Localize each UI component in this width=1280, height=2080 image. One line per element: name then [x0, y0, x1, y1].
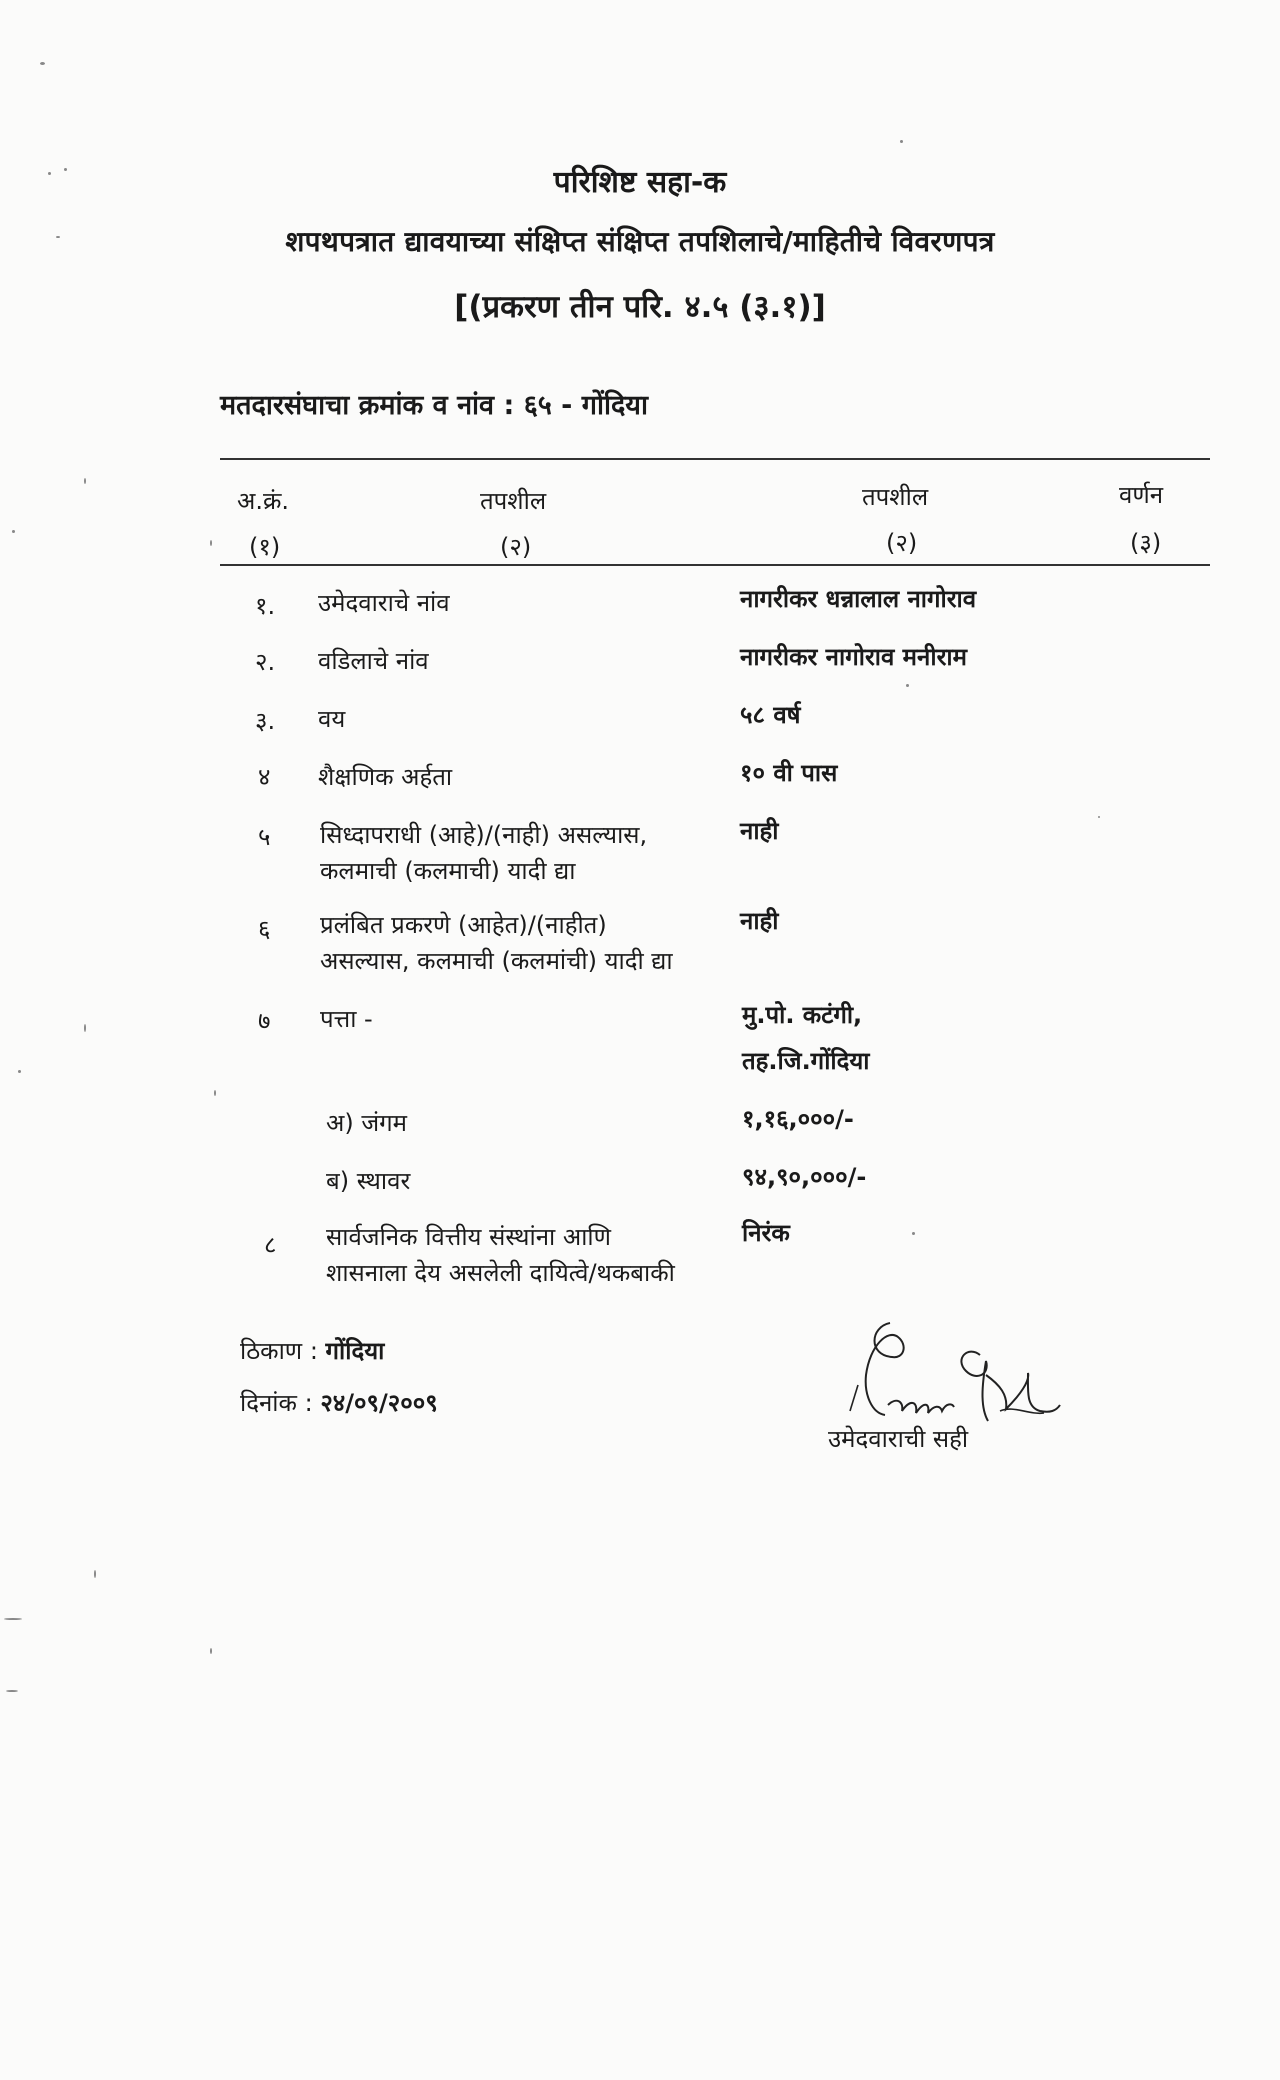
row-6-number: ६	[258, 915, 271, 943]
row-3-field: वय	[318, 705, 346, 733]
date-label: दिनांक	[240, 1389, 297, 1417]
signature-scribble	[830, 1315, 1070, 1435]
row-2-value: नागरीकर नागोराव मनीराम	[740, 643, 967, 671]
date-value: २४/०९/२००९	[320, 1389, 438, 1417]
table-top-rule	[220, 458, 1210, 460]
row-3-value: ५८ वर्ष	[740, 701, 801, 729]
row-8-number: ८	[264, 1231, 277, 1259]
place-line	[240, 1334, 384, 1367]
place-value: गोंदिया	[325, 1337, 385, 1365]
document-title: परिशिष्ट सहा-क	[553, 165, 727, 200]
column-header-description-num: (३)	[1130, 529, 1162, 557]
row-1-field: उमेदवाराचे नांव	[318, 589, 450, 617]
row-5-number: ५	[258, 823, 271, 851]
row-1-value: नागरीकर धन्नालाल नागोराव	[740, 585, 977, 613]
row-8-field-line-2: शासनाला देय असलेली दायित्वे/थकबाकी	[326, 1259, 675, 1287]
document-subtitle: शपथपत्रात द्यावयाच्या संक्षिप्त संक्षिप्त तपशिलाचे/माहितीचे विवरणपत्र	[285, 225, 995, 258]
row-7-value-line-2: तह.जि.गोंदिया	[742, 1047, 870, 1075]
column-header-detail-2-num: (२)	[886, 529, 918, 557]
row-2-number: २.	[255, 648, 276, 676]
column-header-description: वर्णन	[1119, 481, 1164, 509]
row-4-value: १० वी पास	[740, 759, 838, 787]
column-header-detail-2: तपशील	[862, 483, 929, 511]
column-header-serial: अ.क्रं.	[237, 487, 290, 515]
column-header-detail-num: (२)	[500, 533, 532, 561]
row-7b-field: ब) स्थावर	[326, 1167, 411, 1195]
constituency-label: मतदारसंघाचा क्रमांक व नांव	[220, 390, 495, 421]
row-7-number: ७	[258, 1007, 271, 1035]
row-3-number: ३.	[255, 707, 276, 735]
row-5-value: नाही	[740, 817, 779, 845]
constituency-value: ६५ - गोंदिया	[523, 390, 648, 421]
signature-label: उमेदवाराची सही	[828, 1425, 969, 1453]
table-header-rule	[220, 564, 1210, 566]
row-6-field-line-2: असल्यास, कलमाची (कलमांची) यादी द्या	[320, 947, 673, 975]
row-7b-value: ९४,९०,०००/-	[742, 1163, 867, 1191]
date-separator: :	[304, 1389, 313, 1417]
document-reference: [(प्रकरण तीन परि. ४.५ (३.१)]	[454, 289, 826, 325]
row-5-field-line-1: सिध्दापराधी (आहे)/(नाही) असल्यास,	[320, 821, 648, 849]
column-header-detail: तपशील	[480, 487, 547, 515]
row-7-value-line-1: मु.पो. कटंगी,	[742, 1001, 863, 1029]
place-label: ठिकाण	[240, 1337, 303, 1365]
constituency-separator: :	[503, 390, 515, 421]
row-7-field: पत्ता -	[320, 1005, 373, 1033]
row-8-field-line-1: सार्वजनिक वित्तीय संस्थांना आणि	[326, 1223, 611, 1251]
row-7a-value: १,१६,०००/-	[742, 1105, 854, 1133]
row-6-field-line-1: प्रलंबित प्रकरणे (आहेत)/(नाहीत)	[320, 911, 607, 939]
date-line	[240, 1386, 438, 1419]
row-6-value: नाही	[740, 907, 779, 935]
row-8-value: निरंक	[742, 1219, 790, 1247]
row-2-field: वडिलाचे नांव	[318, 647, 429, 675]
column-header-serial-num: (१)	[249, 533, 281, 561]
constituency-line	[220, 385, 648, 422]
row-5-field-line-2: कलमाची (कलमाची) यादी द्या	[320, 857, 576, 885]
row-4-number: ४	[258, 763, 271, 791]
row-1-number: १.	[255, 592, 276, 620]
row-7a-field: अ) जंगम	[326, 1109, 408, 1137]
row-4-field: शैक्षणिक अर्हता	[318, 763, 453, 791]
place-separator: :	[309, 1337, 318, 1365]
